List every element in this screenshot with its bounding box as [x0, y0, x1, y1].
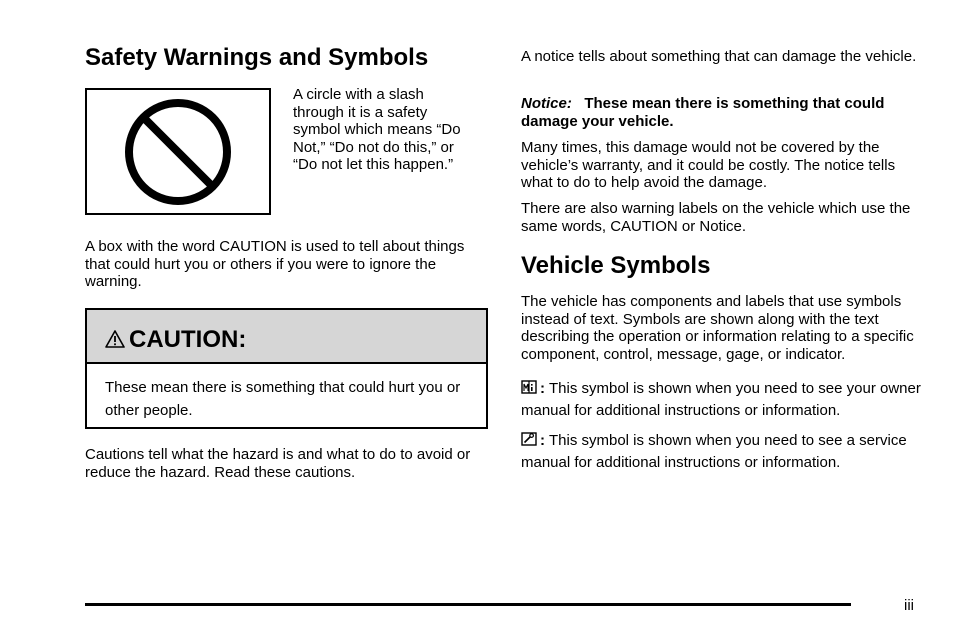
- owner-manual-colon: :: [540, 380, 545, 397]
- warning-labels-paragraph: There are also warning labels on the vehicle which use the same words, CAUTION or Notice.: [521, 200, 911, 235]
- caution-header: [87, 310, 486, 364]
- service-manual-text: This symbol is shown when you need to see a service manual for additional instructions or information.: [521, 432, 907, 471]
- page-number: iii: [904, 597, 914, 614]
- vehicle-symbols-title: Vehicle Symbols: [521, 252, 711, 279]
- notice-text: These mean there is something that could damage your vehicle.: [521, 95, 885, 130]
- notice-intro-paragraph: A notice tells about something that can damage the vehicle.: [521, 48, 917, 65]
- service-manual-colon: :: [540, 432, 545, 449]
- caution-title: CAUTION:: [129, 326, 247, 353]
- service-manual-symbol-item: [521, 430, 926, 474]
- warranty-paragraph: Many times, this damage would not be covered by the vehicle’s warranty, and it could be costly. The notice tells what to do to help avoid the damage.: [521, 139, 896, 191]
- caution-intro-paragraph: A box with the word CAUTION is used to tell about things that could hurt you or others if you were to ignore the warning.: [85, 238, 465, 290]
- vehicle-symbols-intro: The vehicle has components and labels that use symbols instead of text. Symbols are shown along with the text describing the operation or information relating to a specific component, control, message, gage, or indicator.: [521, 293, 914, 363]
- page-title: Safety Warnings and Symbols: [85, 44, 429, 71]
- do-not-symbol-icon: [87, 90, 269, 213]
- do-not-symbol-box: [85, 88, 271, 215]
- owner-manual-text: This symbol is shown when you need to see your owner manual for additional instructions or information.: [521, 380, 921, 419]
- notice-paragraph: [521, 95, 926, 130]
- symbol-caption: A circle with a slash through it is a safety symbol which means “Do Not,” “Do not do this,” or “Do not let this happen.”: [293, 86, 461, 173]
- notice-label: Notice:: [521, 95, 572, 112]
- caution-box: [85, 308, 488, 429]
- service-manual-icon: [521, 431, 537, 447]
- owner-manual-symbol-item: [521, 378, 926, 422]
- warning-triangle-icon: [105, 330, 125, 348]
- caution-body: These mean there is something that could hurt you or other people.: [105, 379, 461, 419]
- owner-manual-icon: [521, 379, 537, 395]
- caution-outro-paragraph: Cautions tell what the hazard is and what to do to avoid or reduce the hazard. Read these cautions.: [85, 446, 471, 481]
- footer-rule: [85, 603, 851, 606]
